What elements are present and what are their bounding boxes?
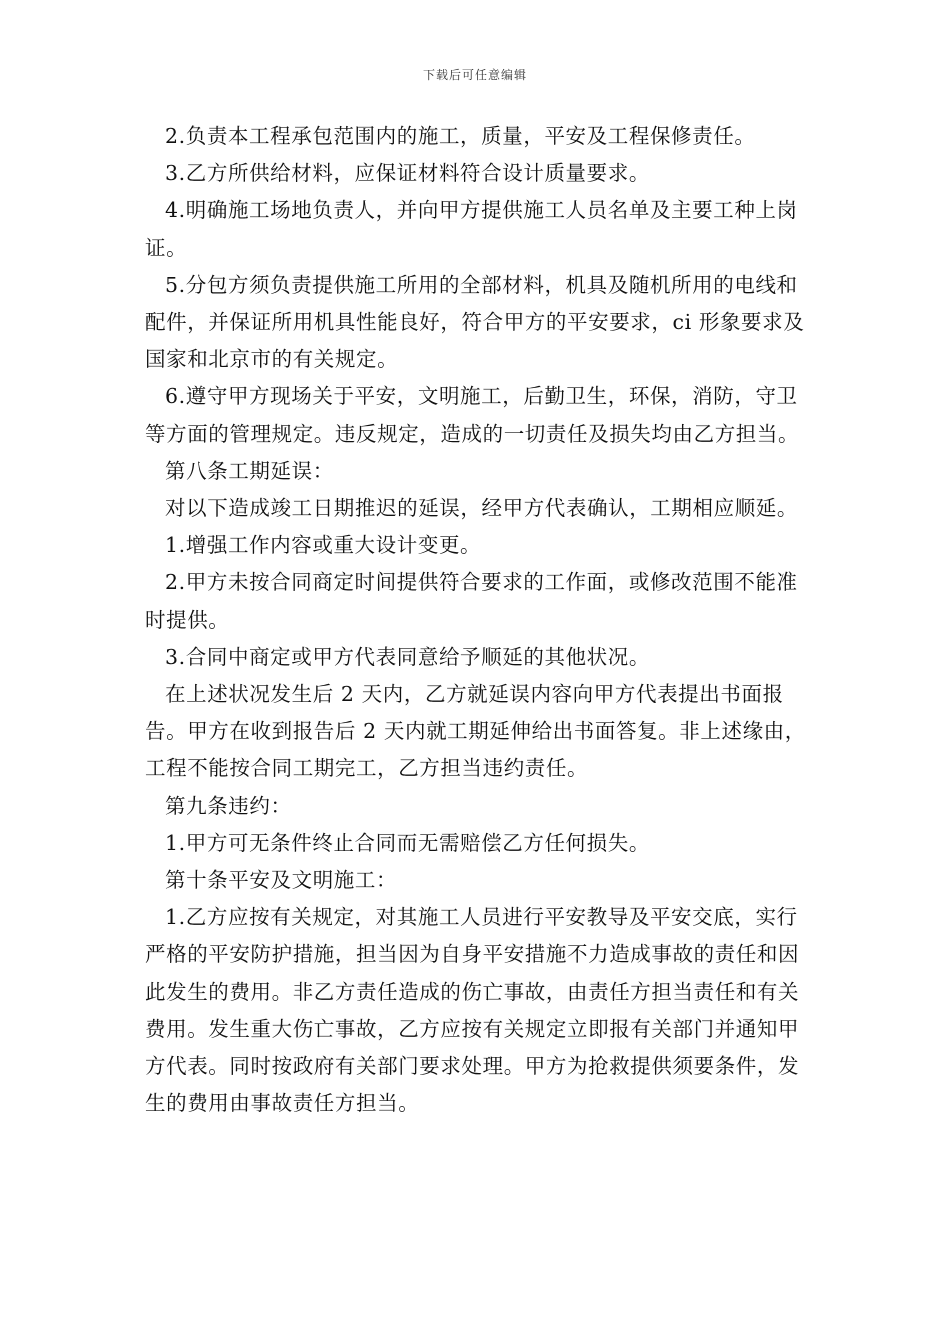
article-9-heading: 第九条违约：	[165, 793, 292, 818]
clause-item-5: 5.分包方须负责提供施工所用的全部材料，机具及随机所用的电线和配件，并保证所用机具性能良好，符合甲方的平安要求，ci 形象要求及国家和北京市的有关规定。	[145, 272, 805, 372]
document-body	[145, 118, 810, 1122]
article-8-item-1: 1.增强工作内容或重大设计变更。	[165, 533, 482, 558]
clause-item-2: 2.负责本工程承包范围内的施工，质量，平安及工程保修责任。	[165, 124, 756, 148]
article-8-heading: 第八条工期延误：	[165, 458, 334, 483]
article-9-item-1: 1.甲方可无条件终止合同而无需赔偿乙方任何损失。	[165, 830, 650, 855]
page-header-note: 下载后可任意编辑	[422, 68, 527, 82]
article-8-notice: 在上述状况发生后 2 天内，乙方就延误内容向甲方代表提出书面报告。甲方在收到报告后 2 天内就工期延伸给出书面答复。非上述缘由，工程不能按合同工期完工，乙方担当违约责任。	[145, 682, 806, 781]
clause-item-6: 6.遵守甲方现场关于平安，文明施工，后勤卫生，环保，消防，守卫等方面的管理规定。违反规定，造成的一切责任及损失均由乙方担当。	[145, 384, 800, 446]
article-8-intro: 对以下造成竣工日期推迟的延误，经甲方代表确认，工期相应顺延。	[165, 496, 798, 521]
article-10-heading: 第十条平安及文明施工：	[165, 868, 398, 893]
clause-item-3: 3.乙方所供给材料，应保证材料符合设计质量要求。	[165, 161, 650, 186]
article-10-item-1: 1.乙方应按有关规定，对其施工人员进行平安教导及平安交底，实行严格的平安防护措施，担当因为自身平安措施不力造成事故的责任和因此发生的费用。非乙方责任造成的伤亡事故，由责任方担当责任和有关费用。发生重大伤亡事故，乙方应按有关规定立即报有关部门并通知甲方代表。同时按政府有关部门要求处理。甲方为抢救提供须要条件，发生的费用由事故责任方担当。	[145, 905, 800, 1116]
article-8-item-2: 2.甲方未按合同商定时间提供符合要求的工作面，或修改范围不能准时提供。	[145, 570, 798, 632]
article-8-item-3: 3.合同中商定或甲方代表同意给予顺延的其他状况。	[165, 644, 650, 669]
clause-item-4: 4.明确施工场地负责人，并向甲方提供施工人员名单及主要工种上岗证。	[145, 198, 798, 260]
